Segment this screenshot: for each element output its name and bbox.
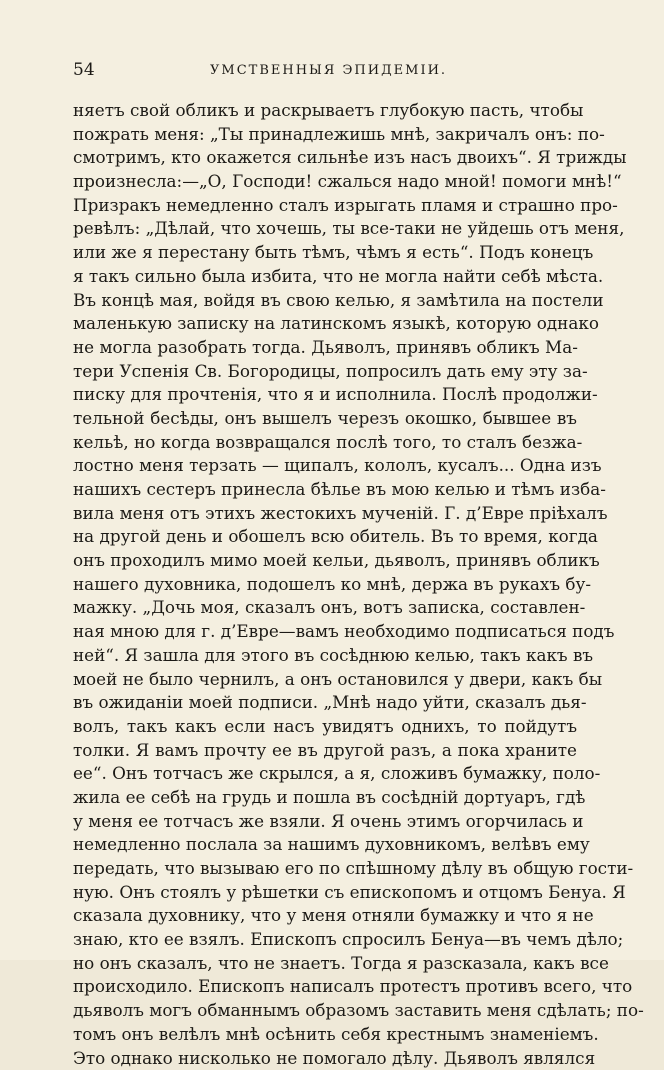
text-line: ную. Онъ стоялъ у рѣшетки съ епископомъ и отцомъ Бенуа. Я [73, 881, 577, 905]
text-line: ее“. Онъ тотчасъ же скрылся, а я, сложивъ бумажку, поло- [73, 762, 577, 786]
text-line: мажку. „Дочь моя, сказалъ онъ, вотъ записка, составлен- [73, 596, 577, 620]
text-line: толки. Я вамъ прочту ее въ другой разъ, а пока храните [73, 739, 577, 763]
text-line: Въ концѣ мая, войдя въ свою келью, я замѣтила на постели [73, 289, 577, 313]
text-line: не могла разобрать тогда. Дьяволъ, принявъ обликъ Ма- [73, 336, 577, 360]
text-line: но онъ сказалъ, что не знаетъ. Тогда я разсказала, какъ все [73, 952, 577, 976]
text-line: тери Успенія Св. Богородицы, попросилъ дать ему эту за- [73, 360, 577, 384]
text-line: моей не было чернилъ, а онъ остановился у двери, какъ бы [73, 668, 577, 692]
text-line: кельѣ, но когда возвращался послѣ того, то сталъ безжа- [73, 431, 577, 455]
text-line: Это однако нисколько не помогало дѣлу. Дьяволъ являлся [73, 1047, 577, 1070]
text-line: немедленно послала за нашимъ духовникомъ, велѣвъ ему [73, 833, 577, 857]
page-header [73, 60, 577, 84]
text-line: сказала духовнику, что у меня отняли бумажку и что я не [73, 904, 577, 928]
text-line: ней“. Я зашла для этого въ сосѣднюю келью, такъ какъ въ [73, 644, 577, 668]
text-line: жила ее себѣ на грудь и пошла въ сосѣдній дортуаръ, гдѣ [73, 786, 577, 810]
text-line: лостно меня терзать — щипалъ, кололъ, кусалъ... Одна изъ [73, 454, 577, 478]
text-line: произнесла:—„О, Господи! сжалься надо мной! помоги мнѣ!“ [73, 170, 577, 194]
text-line: происходило. Епископъ написалъ протестъ противъ всего, что [73, 975, 577, 999]
text-line: передать, что вызываю его по спѣшному дѣлу въ общую гости- [73, 857, 577, 881]
text-line: няетъ свой обликъ и раскрываетъ глубокую пасть, чтобы [73, 99, 577, 123]
text-line: ревѣлъ: „Дѣлай, что хочешь, ты все-таки не уйдешь отъ меня, [73, 217, 577, 241]
text-line: маленькую записку на латинскомъ языкѣ, которую однако [73, 312, 577, 336]
text-line: писку для прочтенія, что я и исполнила. Послѣ продолжи- [73, 383, 577, 407]
text-line: онъ проходилъ мимо моей кельи, дьяволъ, принявъ обликъ [73, 549, 577, 573]
text-line: тельной бесѣды, онъ вышелъ черезъ окошко, бывшее въ [73, 407, 577, 431]
text-line: пожрать меня: „Ты принадлежишь мнѣ, закричалъ онъ: по- [73, 123, 577, 147]
page-number: 54 [73, 60, 95, 80]
body-text [73, 99, 577, 1070]
text-line: волъ, такъ какъ если насъ увидятъ однихъ, то пойдутъ [73, 715, 577, 739]
text-line: смотримъ, кто окажется сильнѣе изъ насъ двоихъ“. Я трижды [73, 146, 577, 170]
text-line: ная мною для г. д’Евре—вамъ необходимо подписаться подъ [73, 620, 577, 644]
text-line: Призракъ немедленно сталъ изрыгать пламя и страшно про- [73, 194, 577, 218]
running-head: УМСТВЕННЫЯ ЭПИДЕМІИ. [210, 63, 447, 78]
text-line: дьяволъ могъ обманнымъ образомъ заставить меня сдѣлать; по- [73, 999, 577, 1023]
text-line: томъ онъ велѣлъ мнѣ осѣнить себя крестнымъ знаменіемъ. [73, 1023, 577, 1047]
text-line: знаю, кто ее взялъ. Епископъ спросилъ Бенуа—въ чемъ дѣло; [73, 928, 577, 952]
text-line: на другой день и обошелъ всю обитель. Въ то время, когда [73, 525, 577, 549]
text-line: или же я перестану быть тѣмъ, чѣмъ я есть“. Подъ конецъ [73, 241, 577, 265]
text-line: у меня ее тотчасъ же взяли. Я очень этимъ огорчилась и [73, 810, 577, 834]
text-line: нашихъ сестеръ принесла бѣлье въ мою келью и тѣмъ изба- [73, 478, 577, 502]
text-line: вила меня отъ этихъ жестокихъ мученій. Г. д’Евре пріѣхалъ [73, 502, 577, 526]
text-line: нашего духовника, подошелъ ко мнѣ, держа въ рукахъ бу- [73, 573, 577, 597]
text-line: я такъ сильно была избита, что не могла найти себѣ мѣста. [73, 265, 577, 289]
text-line: въ ожиданіи моей подписи. „Мнѣ надо уйти, сказалъ дья- [73, 691, 577, 715]
